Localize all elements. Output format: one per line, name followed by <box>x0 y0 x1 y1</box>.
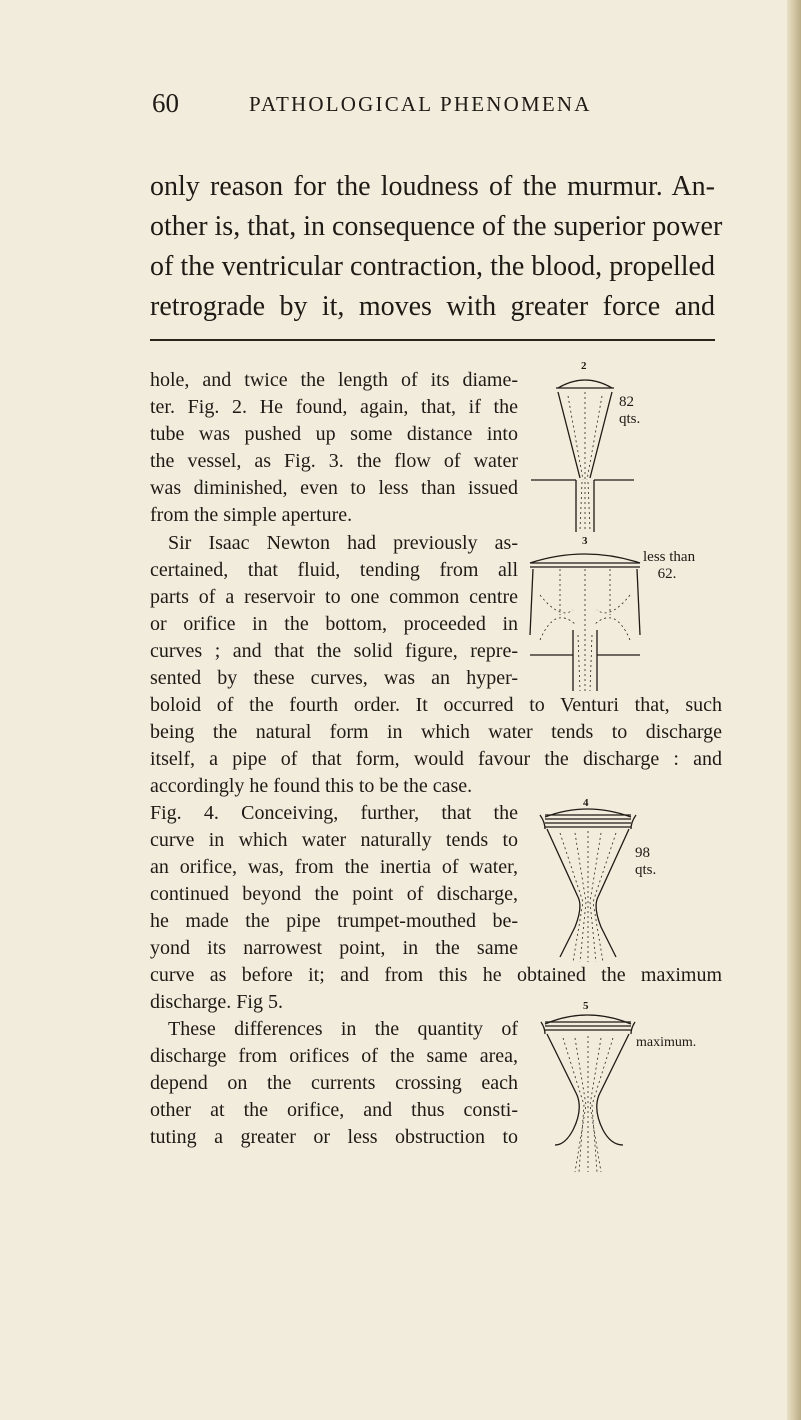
text-line: parts of a reservoir to one common centre <box>150 585 518 608</box>
trumpet-pipe-diagram <box>505 797 665 965</box>
text-line: These differences in the quantity of <box>168 1018 518 1040</box>
text-line: tuting a greater or less obstruction to <box>150 1126 518 1149</box>
trumpet-pipe-diagram <box>505 1000 665 1175</box>
text-line: an orifice, was, from the inertia of water, <box>150 856 518 879</box>
text-line: retrograde by it, moves with greater force and <box>150 291 715 322</box>
page-edge <box>787 0 801 1420</box>
text-line: discharge from orifices of the same area, <box>150 1045 518 1068</box>
figure-2-label: 82 qts. <box>619 394 641 427</box>
text-block-narrow-2 <box>150 800 518 963</box>
text-line: sented by these curves, was an hyper- <box>150 667 518 690</box>
text-line: curve in which water naturally tends to <box>150 829 518 852</box>
text-line: hole, and twice the length of its diame- <box>150 369 518 391</box>
figure-4 <box>505 797 665 965</box>
text-line: was diminished, even to less than issued <box>150 477 518 500</box>
text-line: the vessel, as Fig. 3. the flow of water <box>150 450 518 473</box>
text-line: itself, a pipe of that form, would favour the discharge : and <box>150 748 722 771</box>
figure-5 <box>505 1000 697 1175</box>
figure-4-label: 98 qts. <box>635 845 657 878</box>
funnel-tube-diagram <box>530 360 640 535</box>
figure-5-label: maximum. <box>636 1035 697 1050</box>
text-line: yond its narrowest point, in the same <box>150 937 518 960</box>
label-line: 62. <box>657 566 677 582</box>
text-line: continued beyond the point of discharge, <box>150 883 518 906</box>
text-line: other is, that, in consequence of the superior power <box>150 211 723 242</box>
text-line: boloid of the fourth order. It occurred to Venturi that, such <box>150 694 722 716</box>
text-line: or orifice in the bottom, proceeded in <box>150 612 518 635</box>
text-line: from the simple aperture. <box>150 504 353 527</box>
text-line: other at the orifice, and thus consti- <box>150 1099 518 1122</box>
text-line: depend on the currents crossing each <box>150 1072 518 1095</box>
text-line: curve as before it; and from this he obtained the maximum <box>150 964 722 986</box>
text-block-narrow-1 <box>150 367 518 692</box>
top-paragraph <box>150 167 723 327</box>
text-line: of the ventricular contraction, the blood, propelled <box>150 251 715 282</box>
text-line: curves ; and that the solid figure, repre- <box>150 639 518 662</box>
text-line: being the natural form in which water tends to discharge <box>150 721 722 744</box>
text-line: Sir Isaac Newton had previously as- <box>168 531 518 554</box>
figure-3 <box>500 535 696 693</box>
text-line: accordingly he found this to be the case. <box>150 775 473 798</box>
figure-number: 4 <box>583 797 589 809</box>
page-header <box>152 88 712 128</box>
text-line: tube was pushed up some distance into <box>150 423 518 446</box>
text-block-full-1 <box>150 692 722 800</box>
page-number: 60 <box>152 88 179 118</box>
text-line: only reason for the loudness of the murmur. An- <box>150 171 715 202</box>
figure-3-label <box>643 549 696 583</box>
section-rule <box>150 339 715 341</box>
figure-number: 3 <box>582 535 588 547</box>
figure-number: 5 <box>583 1000 589 1012</box>
text-block-narrow-3 <box>150 1016 518 1151</box>
text-line: ter. Fig. 2. He found, again, that, if the <box>150 396 518 419</box>
funnel-tube-diagram <box>500 535 660 693</box>
figure-number: 2 <box>581 360 587 372</box>
label-line: less than <box>643 549 696 565</box>
text-line: certained, that fluid, tending from all <box>150 558 518 581</box>
text-line: he made the pipe trumpet-mouthed be- <box>150 910 518 933</box>
running-head: PATHOLOGICAL PHENOMENA <box>249 92 592 116</box>
text-line: discharge. Fig 5. <box>150 991 283 1014</box>
figure-2 <box>530 360 640 535</box>
text-line: Fig. 4. Conceiving, further, that the <box>150 802 518 824</box>
